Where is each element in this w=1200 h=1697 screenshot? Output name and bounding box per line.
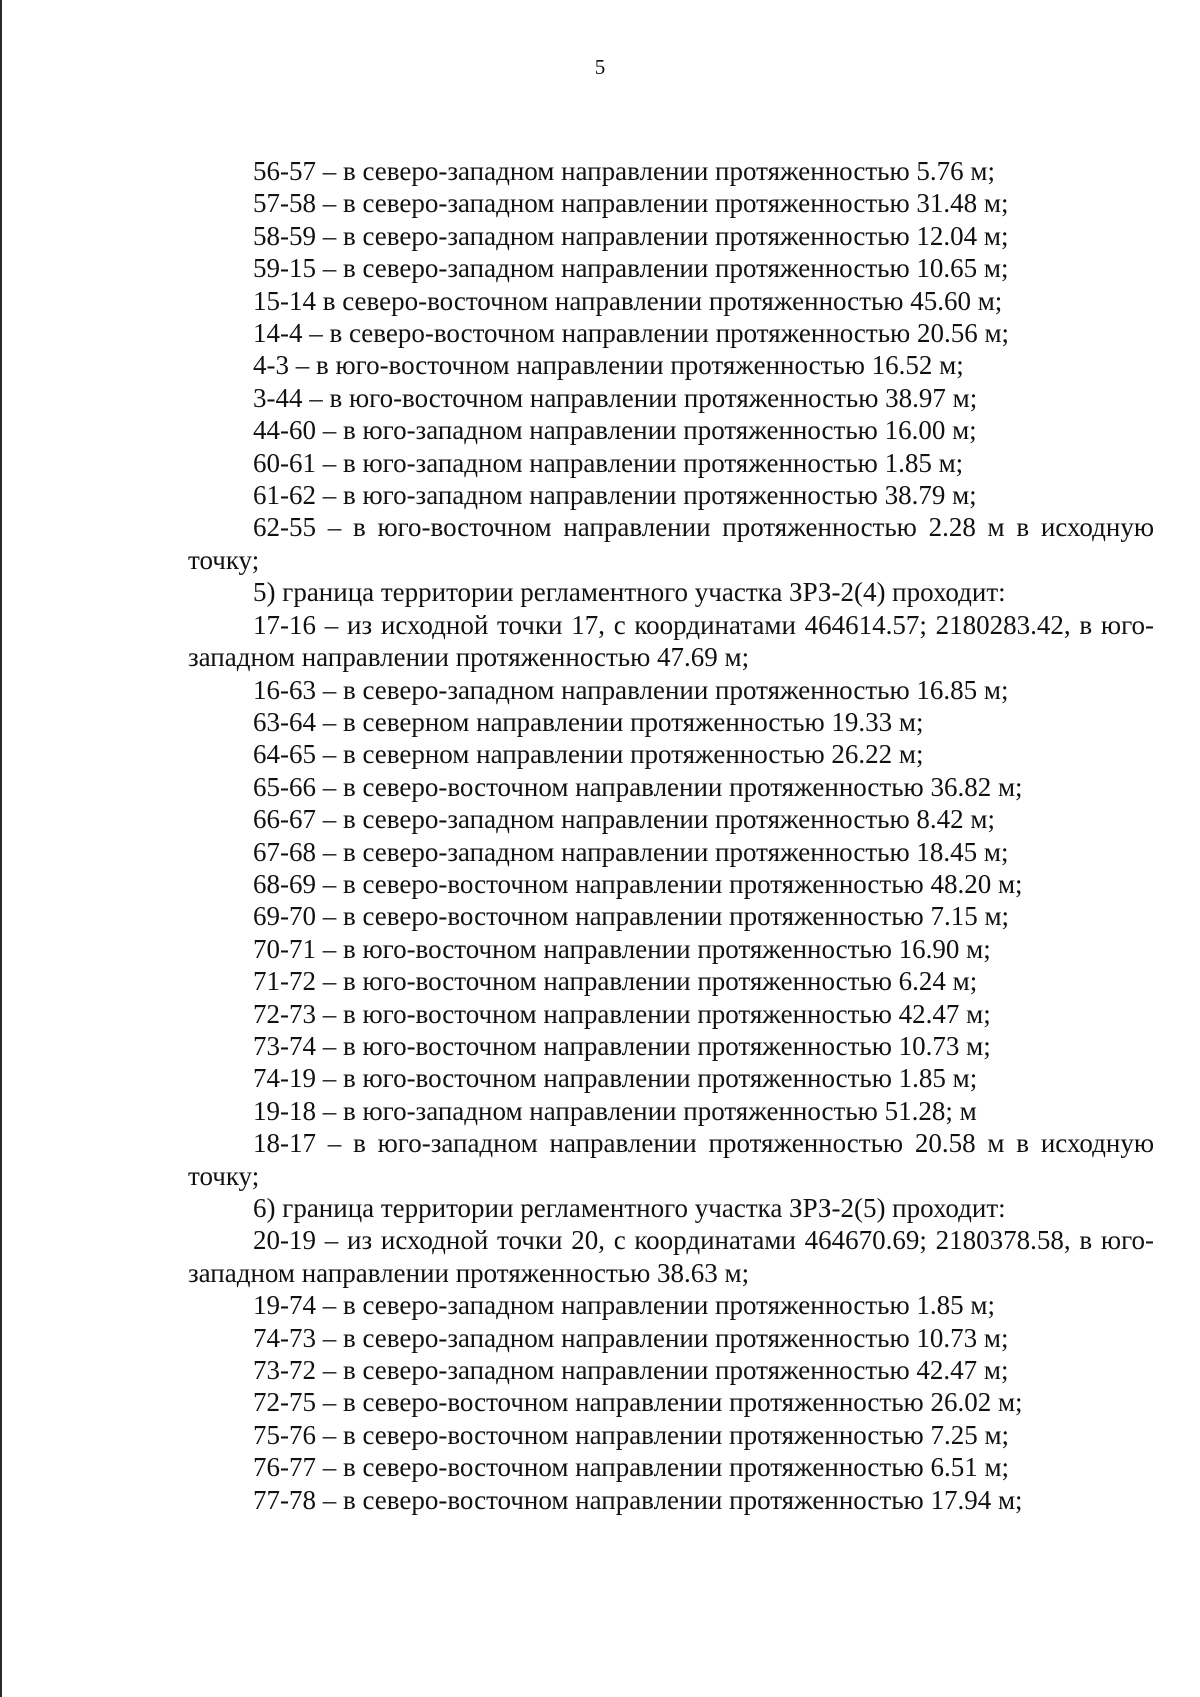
boundary-segment-line: 66-67 – в северо-западном направлении протяженностью 8.42 м;: [253, 804, 995, 835]
boundary-segment-line: 60-61 – в юго-западном направлении протяженностью 1.85 м;: [253, 447, 964, 478]
boundary-segments-block-1: [188, 155, 1154, 511]
document-body: [188, 155, 1154, 1516]
boundary-segment-line: 61-62 – в юго-западном направлении протяженностью 38.79 м;: [253, 480, 977, 511]
boundary-segment-line: 73-72 – в северо-западном направлении протяженностью 42.47 м;: [253, 1355, 1009, 1386]
boundary-segment-line: 77-78 – в северо-восточном направлении протяженностью 17.94 м;: [253, 1484, 1023, 1515]
section-5-heading: 5) граница территории регламентного участка ЗРЗ-2(4) проходит:: [253, 577, 1006, 608]
boundary-segment-line: 4-3 – в юго-восточном направлении протяженностью 16.52 м;: [253, 350, 964, 381]
boundary-segment-line: 74-73 – в северо-западном направлении протяженностью 10.73 м;: [253, 1322, 1009, 1353]
boundary-segment-line: 44-60 – в юго-западном направлении протяженностью 16.00 м;: [253, 415, 977, 446]
page-edge-shadow: [0, 0, 2, 1697]
segment-20-19: 20-19 – из исходной точки 20, с координатами 464670.69; 2180378.58, в юго-западном направлении протяженностью 38.63 м;: [188, 1225, 1154, 1288]
page-number: 5: [594, 55, 606, 79]
boundary-segment-line: 56-57 – в северо-западном направлении протяженностью 5.76 м;: [253, 156, 995, 186]
boundary-segment-line: 14-4 – в северо-восточном направлении протяженностью 20.56 м;: [253, 318, 1010, 349]
boundary-segment-line: 64-65 – в северном направлении протяженностью 26.22 м;: [253, 739, 924, 770]
boundary-segment-line: 70-71 – в юго-восточном направлении протяженностью 16.90 м;: [253, 933, 991, 964]
boundary-segments-block-3: [188, 1289, 1154, 1516]
boundary-segment-line: 73-74 – в юго-восточном направлении протяженностью 10.73 м;: [253, 1030, 991, 1061]
boundary-segment-line: 57-58 – в северо-западном направлении протяженностью 31.48 м;: [253, 188, 1009, 219]
segment-62-55: 62-55 – в юго-восточном направлении протяженностью 2.28 м в исходную точку;: [188, 512, 1154, 575]
boundary-segment-line: 3-44 – в юго-восточном направлении протяженностью 38.97 м;: [253, 382, 978, 413]
segment-18-17: 18-17 – в юго-западном направлении протяженностью 20.58 м в исходную точку;: [188, 1128, 1154, 1191]
boundary-segment-line: 58-59 – в северо-западном направлении протяженностью 12.04 м;: [253, 220, 1009, 251]
boundary-segment-line: 16-63 – в северо-западном направлении протяженностью 16.85 м;: [253, 674, 1009, 705]
boundary-segment-line: 19-74 – в северо-западном направлении протяженностью 1.85 м;: [253, 1290, 995, 1321]
boundary-segment-line: 75-76 – в северо-восточном направлении протяженностью 7.25 м;: [253, 1419, 1010, 1450]
boundary-segment-line: 59-15 – в северо-западном направлении протяженностью 10.65 м;: [253, 253, 1009, 284]
boundary-segment-line: 71-72 – в юго-восточном направлении протяженностью 6.24 м;: [253, 966, 978, 997]
segment-17-16: 17-16 – из исходной точки 17, с координатами 464614.57; 2180283.42, в юго-западном направлении протяженностью 47.69 м;: [188, 609, 1154, 673]
boundary-segment-line: 68-69 – в северо-восточном направлении протяженностью 48.20 м;: [253, 868, 1023, 899]
boundary-segment-line: 63-64 – в северном направлении протяженностью 19.33 м;: [253, 706, 924, 737]
boundary-segments-block-2: [188, 674, 1154, 1128]
boundary-segment-line: 19-18 – в юго-западном направлении протяженностью 51.28; м: [253, 1095, 977, 1126]
boundary-segment-line: 15-14 в северо-восточном направлении протяженностью 45.60 м;: [253, 285, 1003, 316]
boundary-segment-line: 67-68 – в северо-западном направлении протяженностью 18.45 м;: [253, 836, 1009, 867]
boundary-segment-line: 74-19 – в юго-восточном направлении протяженностью 1.85 м;: [253, 1063, 978, 1094]
boundary-segment-line: 69-70 – в северо-восточном направлении протяженностью 7.15 м;: [253, 901, 1010, 932]
section-6-heading: 6) граница территории регламентного участка ЗРЗ-2(5) проходит:: [253, 1193, 1006, 1223]
boundary-segment-line: 72-75 – в северо-восточном направлении протяженностью 26.02 м;: [253, 1387, 1023, 1418]
boundary-segment-line: 76-77 – в северо-восточном направлении протяженностью 6.51 м;: [253, 1452, 1010, 1483]
boundary-segment-line: 72-73 – в юго-восточном направлении протяженностью 42.47 м;: [253, 998, 991, 1029]
boundary-segment-line: 65-66 – в северо-восточном направлении протяженностью 36.82 м;: [253, 771, 1023, 802]
